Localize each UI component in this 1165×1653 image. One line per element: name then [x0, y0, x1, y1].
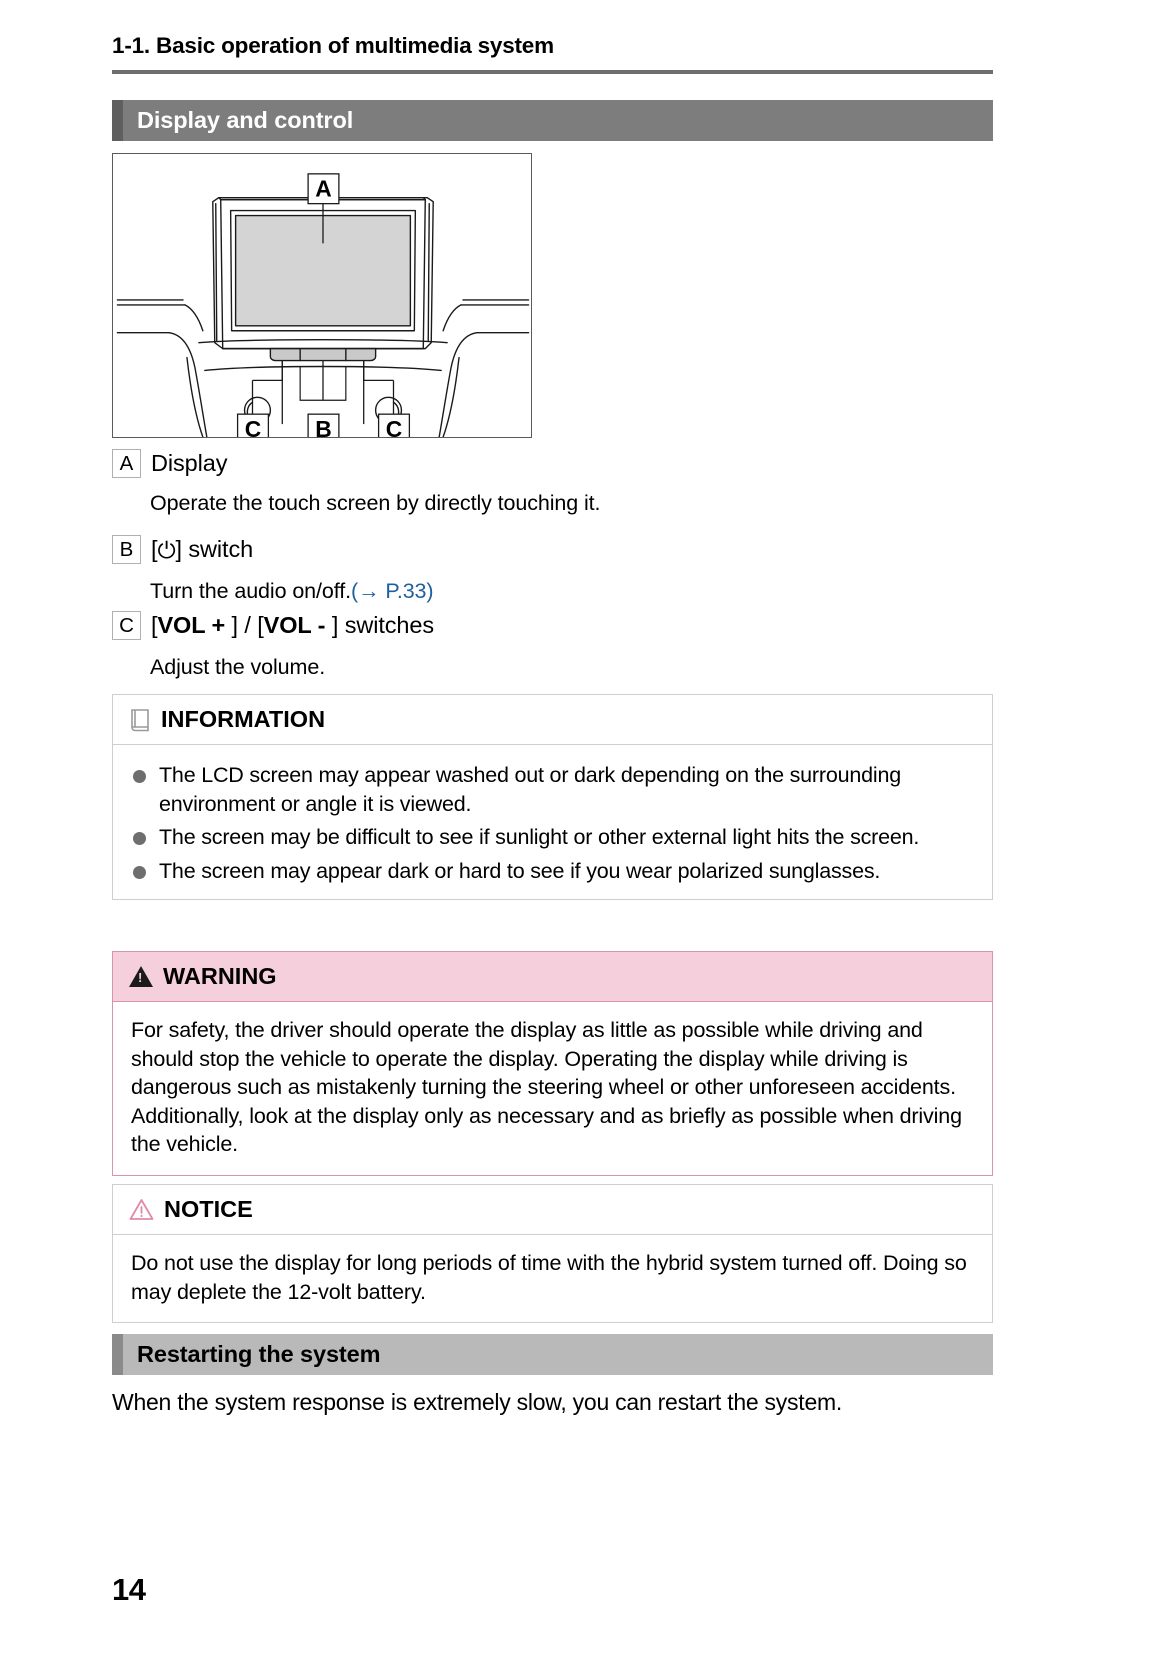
item-a-description: Operate the touch screen by directly touching it.: [150, 491, 601, 515]
section-heading-display-and-control: [112, 100, 993, 141]
figure-label-b: [308, 414, 339, 437]
figure-label-c-left: [238, 414, 269, 437]
item-c-description: Adjust the volume.: [150, 655, 326, 679]
list-item: [131, 857, 974, 886]
section-heading-label: Display and control: [137, 107, 354, 133]
notice-callout-title: NOTICE: [164, 1196, 253, 1222]
notice-callout-text: Do not use the display for long periods of time with the hybrid system turned off. Doing so may deplete the 12-volt battery.: [131, 1251, 967, 1304]
information-callout-header: [113, 695, 992, 745]
list-item: [131, 823, 974, 852]
warning-callout: [112, 951, 993, 1176]
figure-label-a: [308, 174, 339, 204]
bracket-open: [: [151, 535, 158, 562]
notice-callout-header: [113, 1185, 992, 1235]
item-c: [112, 611, 434, 640]
item-c-row: [112, 611, 434, 640]
power-icon: ⏻: [157, 536, 176, 563]
item-c-description-wrap: [150, 655, 325, 681]
item-b-title-suffix: ] switch: [175, 535, 254, 562]
svg-text:C: C: [385, 416, 403, 437]
item-c-part3: ] switches: [325, 611, 435, 638]
item-a-title: Display: [151, 449, 228, 476]
section-bar-body: [123, 1334, 993, 1375]
item-b-description-text: Turn the audio on/off.: [150, 579, 352, 603]
item-b-description-wrap: [150, 579, 433, 605]
information-bullet-list: [131, 761, 974, 885]
svg-text:B: B: [315, 416, 332, 437]
section-bar-body: [123, 100, 993, 141]
warning-callout-text: For safety, the driver should operate the display as little as possible while driving and should stop the vehicle to operate the display. Operating the display while driving is dangerous such as mistakenly turning the steering wheel or other unforeseen accidents. Additionally, look at the display only as necessary and as briefly as possible when driving the vehicle.: [131, 1018, 962, 1156]
information-callout-title: INFORMATION: [161, 706, 326, 732]
item-a-letter: A: [112, 449, 141, 478]
notice-callout: [112, 1184, 993, 1323]
svg-text:A: A: [315, 175, 332, 202]
item-c-bold1: VOL +: [157, 611, 226, 638]
item-c-letter: C: [112, 611, 141, 640]
item-b: [112, 535, 253, 564]
figure-label-c-right: [379, 414, 410, 437]
warning-callout-header: [113, 952, 992, 1002]
svg-text:C: C: [244, 416, 262, 437]
bullet-dot-icon: [133, 770, 146, 783]
section-heading-label: Restarting the system: [137, 1341, 381, 1367]
notice-callout-body: [113, 1235, 992, 1322]
item-a-description-wrap: [150, 491, 600, 517]
page-number: 14: [112, 1572, 146, 1607]
list-item: [131, 761, 974, 818]
item-a: [112, 449, 227, 478]
item-c-part2: ] / [: [225, 611, 264, 638]
item-b-description: [150, 579, 433, 603]
information-callout: [112, 694, 993, 900]
dashboard-illustration: [113, 154, 531, 437]
item-c-part1: [: [151, 611, 158, 638]
section-accent-bar: [112, 1334, 123, 1375]
header-rule: [112, 70, 993, 74]
item-c-bold2: VOL -: [263, 611, 326, 638]
section-heading-restarting-the-system: [112, 1334, 993, 1375]
item-b-title: [151, 537, 253, 563]
item-b-letter: B: [112, 535, 141, 564]
list-item-text: The screen may be difficult to see if sunlight or other external light hits the screen.: [159, 825, 920, 849]
bullet-dot-icon: [133, 832, 146, 845]
warning-callout-title: WARNING: [163, 963, 277, 989]
warning-callout-body: [113, 1002, 992, 1175]
section-accent-bar: [112, 100, 123, 141]
item-a-row: [112, 449, 227, 478]
book-icon: [129, 708, 151, 732]
running-header: 1-1. Basic operation of multimedia system: [112, 33, 554, 58]
bullet-dot-icon: [133, 866, 146, 879]
warning-triangle-icon: [129, 966, 153, 987]
figure-display-and-controls: [112, 153, 532, 438]
information-callout-body: [113, 745, 992, 899]
list-item-text: The LCD screen may appear washed out or dark depending on the surrounding environment or angle it is viewed.: [159, 763, 901, 816]
item-c-title: [151, 613, 434, 639]
list-item-text: The screen may appear dark or hard to see if you wear polarized sunglasses.: [159, 858, 881, 883]
restart-paragraph: When the system response is extremely slow, you can restart the system.: [112, 1389, 843, 1415]
notice-triangle-icon: [129, 1198, 154, 1221]
page-reference-link[interactable]: (→ P.33): [351, 579, 434, 603]
item-b-row: [112, 535, 253, 564]
